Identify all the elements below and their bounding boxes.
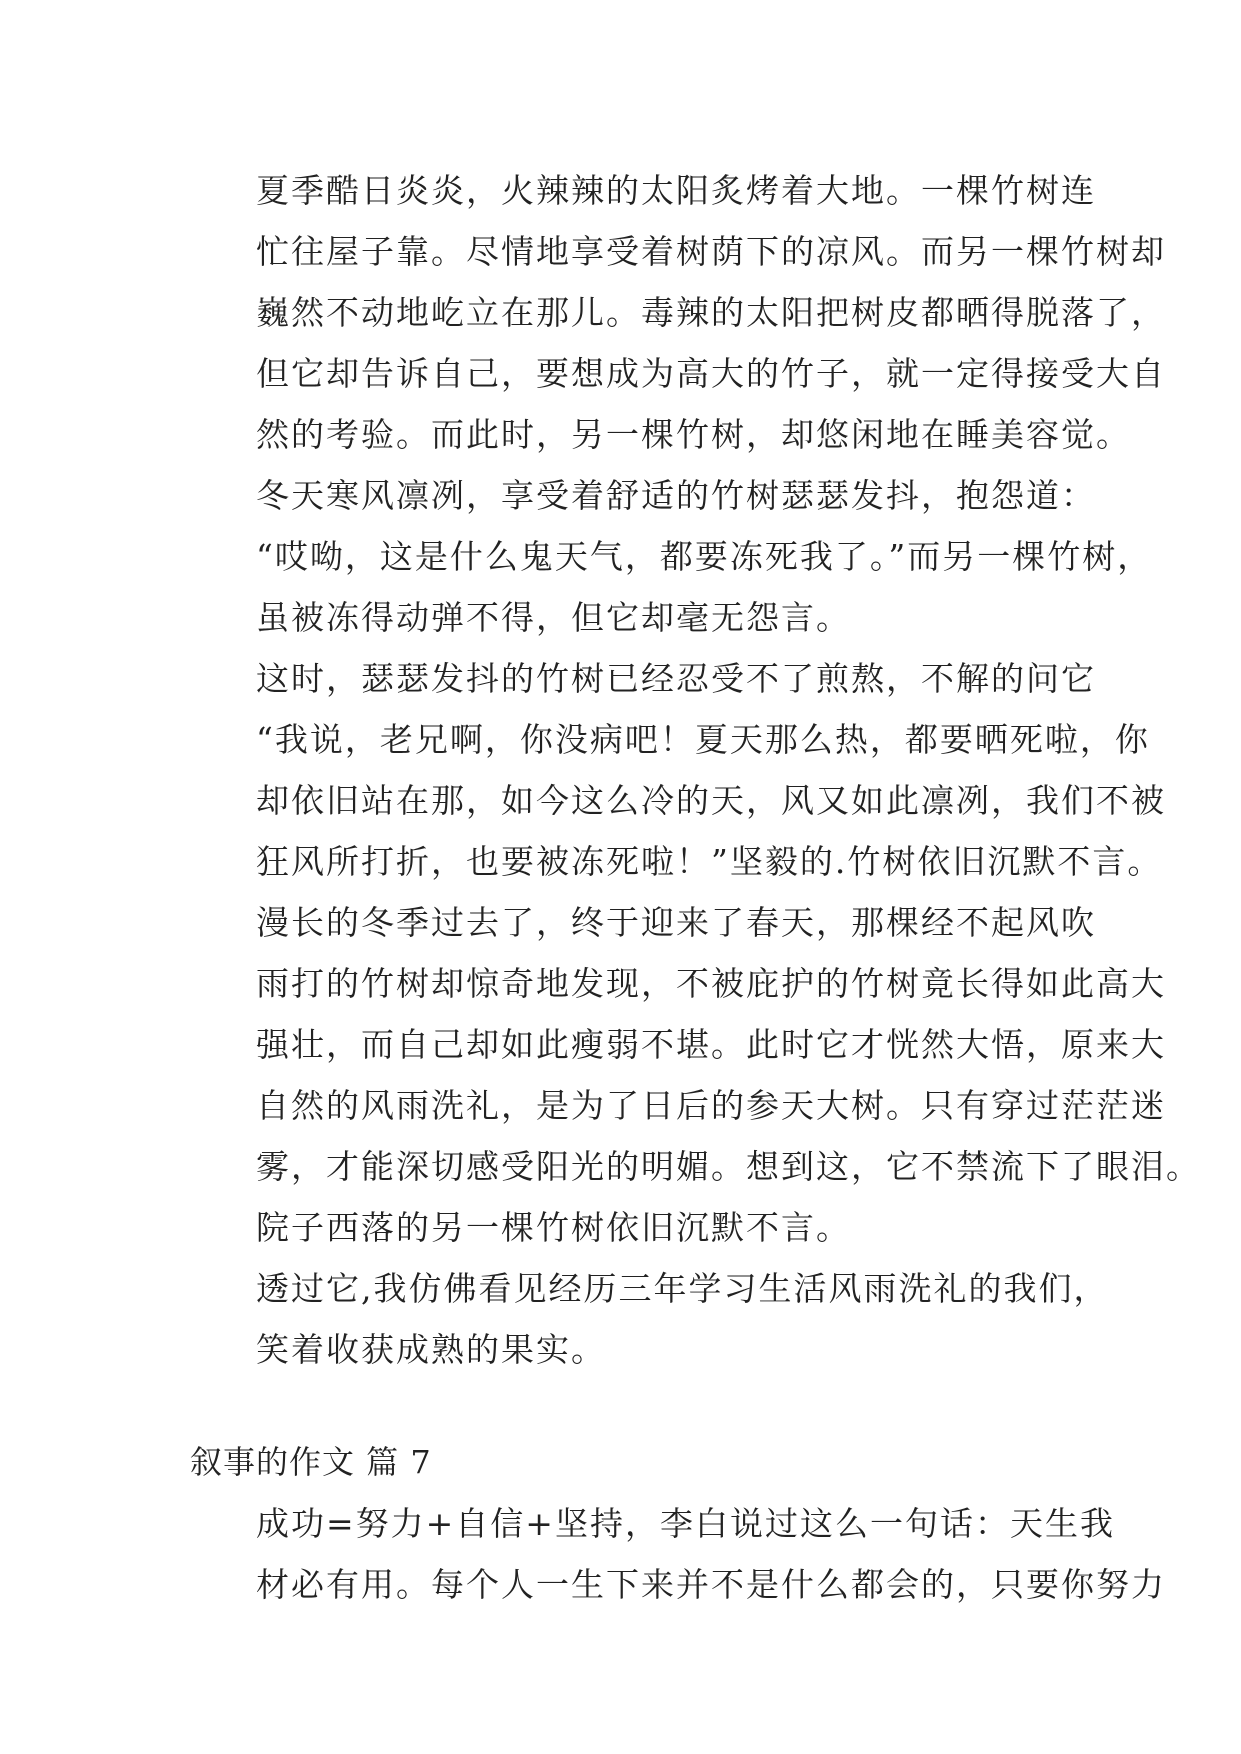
text-line: 忙往屋子靠。尽情地享受着树荫下的凉风。而另一棵竹树却 [256,232,1166,271]
text-line: 巍然不动地屹立在那儿。毒辣的太阳把树皮都晒得脱落了， [256,293,1166,332]
paragraph-summer [190,160,1166,465]
text-line: 强壮，而自己却如此瘦弱不堪。此时它才恍然大悟，原来大 [256,1025,1166,1064]
document-body [190,160,1201,1615]
text-line: 自然的风雨洗礼，是为了日后的参天大树。只有穿过茫茫迷 [256,1086,1166,1125]
text-line: 虽被冻得动弹不得，但它却毫无怨言。 [256,598,851,637]
text-line: 冬天寒风凛冽，享受着舒适的竹树瑟瑟发抖，抱怨道： [256,476,1096,515]
paragraph-dialogue [190,648,1166,892]
text-line: 透过它,我仿佛看见经历三年学习生活风雨洗礼的我们， [256,1269,1109,1308]
paragraph-winter [190,465,1153,648]
text-line: 笑着收获成熟的果实。 [256,1330,606,1369]
text-line: 院子西落的另一棵竹树依旧沉默不言。 [256,1208,851,1247]
text-line: 狂风所打折，也要被冻死啦！”坚毅的.竹树依旧沉默不言。 [256,842,1163,881]
text-line: 然的考验。而此时，另一棵竹树，却悠闲地在睡美容觉。 [256,415,1131,454]
text-line: 但它却告诉自己，要想成为高大的竹子，就一定得接受大自 [256,354,1166,393]
text-line: 这时，瑟瑟发抖的竹树已经忍受不了煎熬，不解的问它 [256,659,1096,698]
text-line: 漫长的冬季过去了，终于迎来了春天，那棵经不起风吹 [256,903,1096,942]
text-line: 材必有用。每个人一生下来并不是什么都会的，只要你努力 [256,1565,1166,1604]
text-line: 雨打的竹树却惊奇地发现，不被庇护的竹树竟长得如此高大 [256,964,1166,1003]
text-line: 却依旧站在那，如今这么冷的天，风又如此凛冽，我们不被 [256,781,1166,820]
text-line: “我说，老兄啊，你没病吧！夏天那么热，都要晒死啦，你 [256,720,1150,759]
paragraph-courtyard [190,1197,1070,1258]
section-heading: 叙事的作文 篇 7 [190,1443,432,1481]
text-line: 夏季酷日炎炎，火辣辣的太阳炙烤着大地。一棵竹树连 [256,171,1096,210]
text-line: “哎呦，这是什么鬼天气，都要冻死我了。”而另一棵竹树， [256,537,1153,576]
text-line: 成功=努力+自信+坚持，李白说过这么一句话：天生我 [256,1504,1115,1543]
text-line: 雾，才能深切感受阳光的明媚。想到这，它不禁流下了眼泪。 [256,1147,1201,1186]
paragraph-spring [190,892,1201,1197]
paragraph-conclusion [190,1258,1109,1380]
paragraph-success [190,1493,1166,1615]
